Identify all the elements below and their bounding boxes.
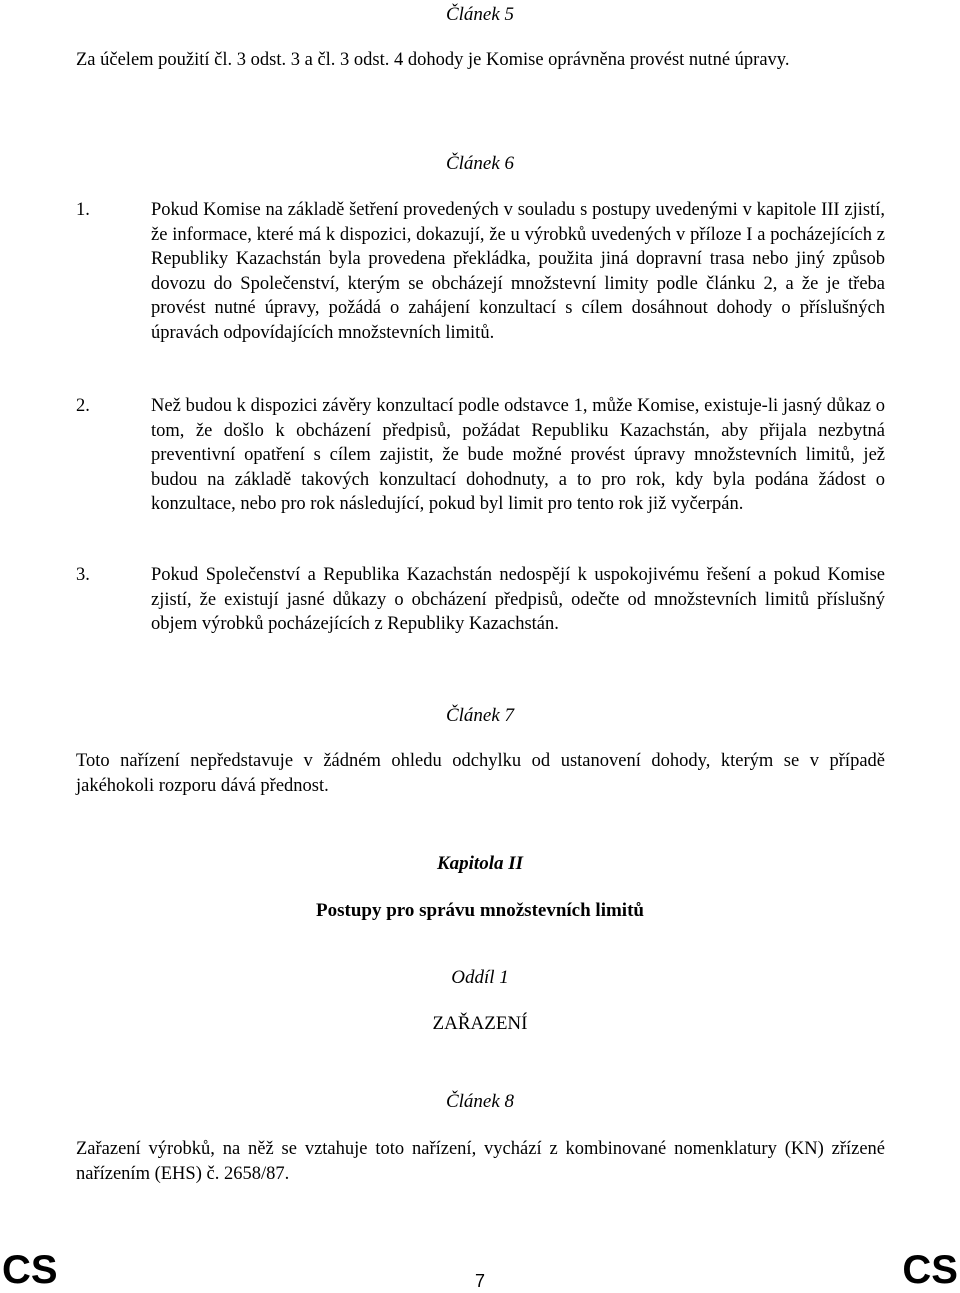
paragraph-1-body: Pokud Komise na základě šetření provedených v souladu s postupy uvedenými v kapitole III zjistí, že informace, které má k dispozici, dokazují, že u výrobků uvedených v příloze I a pocházejících z Republiky Kazachstán byla provedena překládka, použita jiná dopravní trasa nebo jiný způsob dovozu do Společenství, kterým se obcházejí množstevní limity podle článku 2, a že je třeba provést nutné úpravy, požádá o zahájení konzultací s cílem dosáhnout dohody o příslušných úpravách odpovídajících množstevních limitů. [151,200,885,343]
footer-language-left: CS [2,1248,58,1292]
page-number: 7 [474,1271,485,1291]
paragraph-1-number: 1. [76,200,90,220]
paragraph-1-text [151,198,885,345]
chapter-title: Postupy pro správu množstevních limitů [316,900,644,921]
paragraph-2-text: Než budou k dispozici závěry konzultací podle odstavce 1, může Komise, existuje-li jasný důkaz o tom, že došlo k obcházení předpisů, požádat Republiku Kazachstán, aby přijala nezbytná preventivní opatření s cílem zajistit, že bude možné provést úpravy množstevních limitů, jež budou na základě takových konzultací dohodnuty, a to pro rok, kdy byla podána žádost o konzultace, nebo pro rok následující, pokud byl limit pro tento rok již vyčerpán. [151,396,885,514]
paragraph-3-text: Pokud Společenství a Republika Kazachstán nedospějí k uspokojivému řešení a pokud Komise zjistí, že existují jasné důkazy o obcházení předpisů, odečte od množstevních limitů příslušný objem výrobků pocházejících z Republiky Kazachstán. [151,565,885,634]
footer-language-right: CS [902,1248,958,1292]
article-7-text: Toto nařízení nepředstavuje v žádném ohledu odchylku od ustanovení dohody, kterým se v případě jakéhokoli rozporu dává přednost. [76,751,885,796]
paragraph-3-number: 3. [76,565,90,585]
article-8-heading: Článek 8 [445,1091,515,1112]
article-5-text: Za účelem použití čl. 3 odst. 3 a čl. 3 odst. 4 dohody je Komise oprávněna provést nutné úpravy. [76,50,790,70]
article-5-heading: Článek 5 [445,4,515,25]
article-7-heading: Článek 7 [445,705,515,726]
section-heading: Oddíl 1 [451,967,509,988]
chapter-heading: Kapitola II [436,853,524,874]
article-6-heading: Článek 6 [445,153,515,174]
paragraph-2-number: 2. [76,396,90,416]
article-8-text: Zařazení výrobků, na něž se vztahuje toto nařízení, vychází z kombinované nomenklatury (KN) zřízené nařízením (EHS) č. 2658/87. [76,1139,885,1184]
section-title: ZAŘAZENÍ [432,1013,528,1034]
